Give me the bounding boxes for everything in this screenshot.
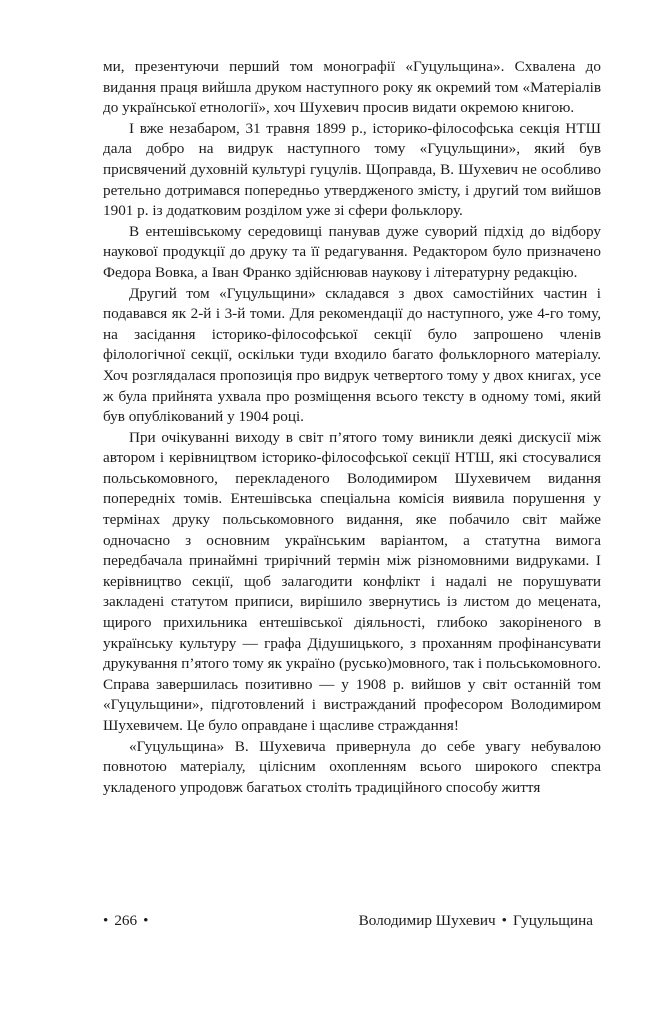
paragraph: В ентешівському середовищі панував дуже суворий підхід до відбору наукової продукції до друку та її редагування. Редактором було призначено Федора Вовка, а Іван Франко здійснював наукову і літературну редакцію. [103, 222, 601, 281]
footer-book-title: Гуцульщина [512, 912, 593, 929]
footer-author: Володимир Шухевич [358, 912, 496, 929]
footer-running-title [359, 912, 593, 930]
paragraph: «Гуцульщина» В. Шухевича привернула до себе увагу небувалою повнотою матеріалу, цілісним охопленням всього широкого спектра укладеного упродовж багатьох століть традиційного способу життя [103, 737, 601, 796]
footer-bullet: • [103, 912, 109, 929]
page-body [103, 57, 601, 798]
paragraph: Другий том «Гуцульщини» складався з двох самостійних частин і подавався як 2-й і 3-й томи. Для рекомендації до наступного, уже 4-го тому, на засідання історико-філософської секції було запрошено членів філологічної секції, оскільки туди входило багато фольклорного матеріалу. Хоч розглядалася пропозиція про видрук четвертого тому у двох книгах, усе ж була прийнята ухвала про розміщення всього тексту в одному томі, який був опублікований у 1904 році. [103, 284, 601, 426]
paragraph: І вже незабаром, 31 травня 1899 р., історико-філософська секція НТШ дала добро на видрук наступного тому «Гуцульщини», який був присвячений духовній культурі гуцулів. Щоправда, В. Шухевич не особливо ретельно дотримався попередньо утвердженого змісту, і другий том вийшов 1901 р. із додатковим розділом уже зі сфери фольклору. [103, 119, 601, 220]
footer-page-number-group [103, 912, 154, 930]
paragraph: При очікуванні виходу в світ п’ятого тому виникли деякі дискусії між автором і керівництвом історико-філософської секції НТШ, які стосувалися польськомовного, перекладеного Володимиром Шухевичем видання попередніх томів. Ентешівська спеціальна комісія виявила порушення у термінах друку польськомовного видання, яке побачило світ майже одночасно з основним українським варіантом, а статутна вимога передбачала принаймні трирічний термін між різномовними видруками. І керівництво секції, щоб залагодити конфлікт і надалі не порушувати закладені статутом приписи, вирішило звернутись із листом до мецената, щирого прихильника ентешівської діяльності, глибоко закоріненого в українську культуру — графа Дідушицького, з проханням профінансувати друкування п’ятого тому як україно (русько)мовного, так і польськомовного. Справа завершилась позитивно — у 1908 р. вийшов у світ останній том «Гуцульщини», підготовлений і вистражданий професором Володимиром Шухевичем. Це було оправдане і щасливе страждання! [103, 428, 601, 734]
page-footer [103, 912, 601, 934]
paragraph-continuation: ми, презентуючи перший том монографії «Гуцульщина». Схвалена до видання праця вийшла друком наступного року як окремий том «Матеріалів до української етнології», хоч Шухевич просив видати окремою книгою. [103, 58, 601, 117]
footer-bullet: • [143, 912, 149, 929]
page-number: 266 [114, 912, 138, 929]
footer-bullet: • [501, 912, 507, 929]
